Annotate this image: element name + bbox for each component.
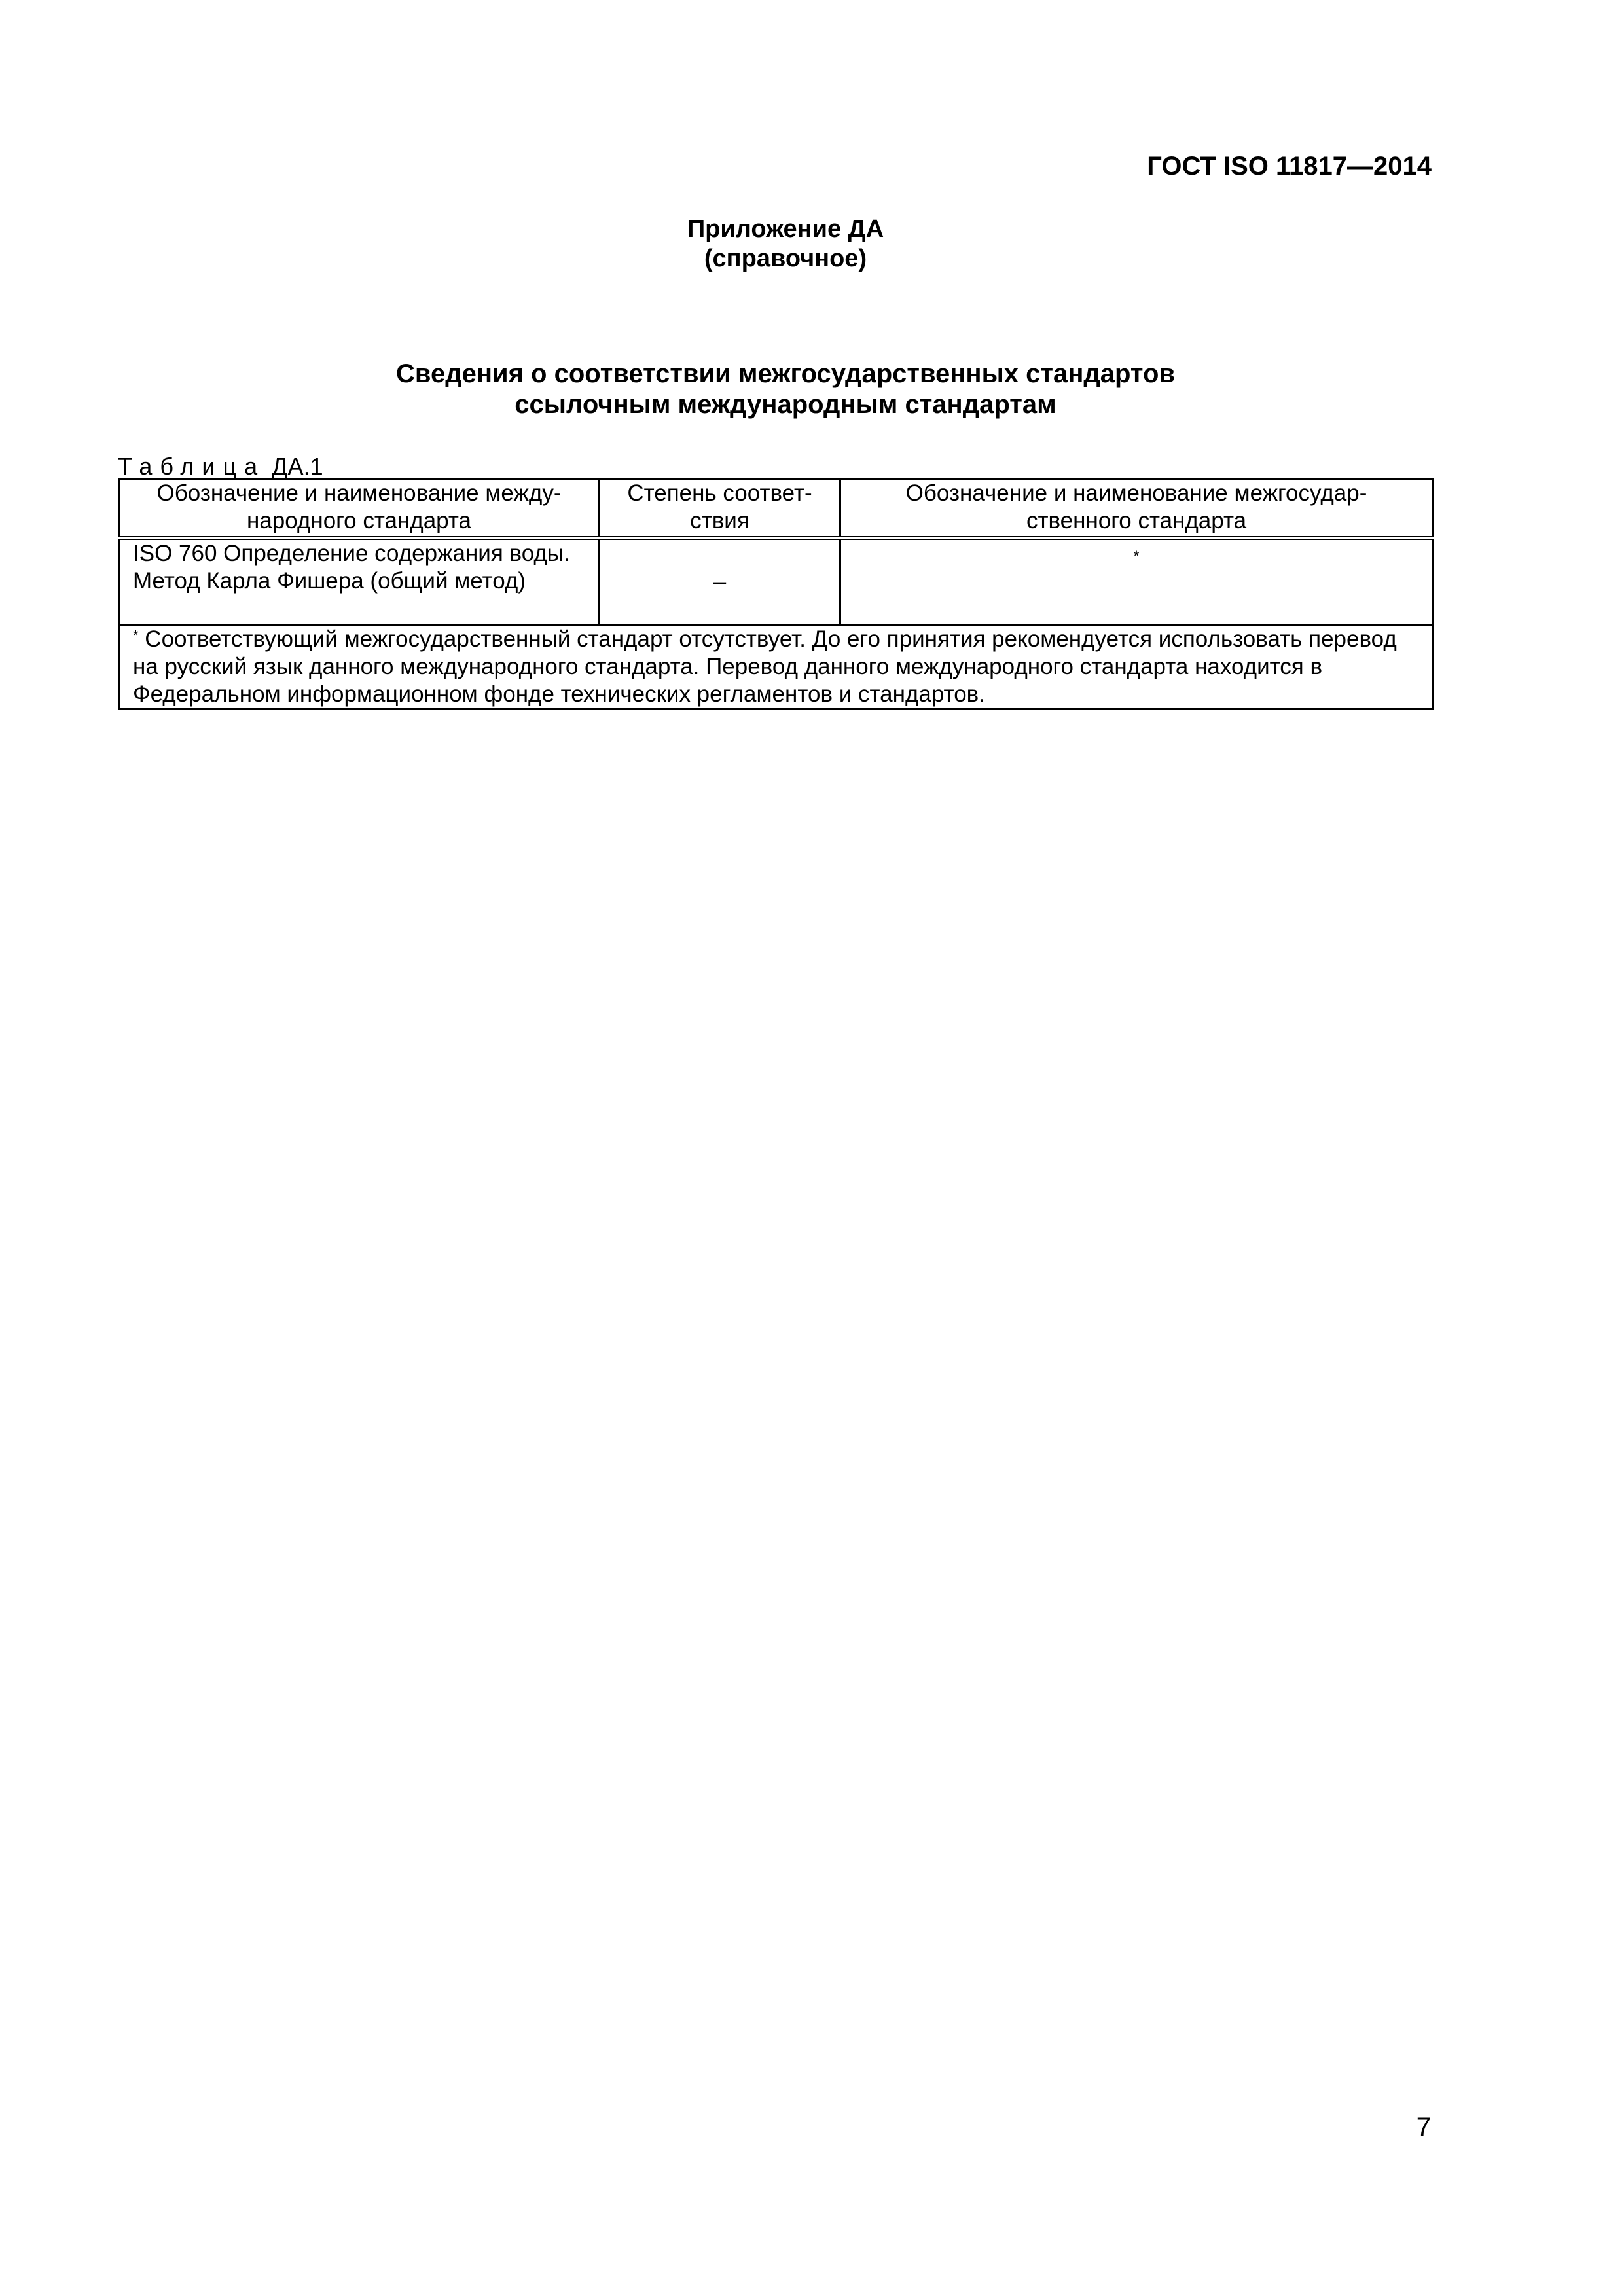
- table-footnote-row: [119, 625, 1433, 709]
- standard-code: ГОСТ ISO 11817—2014: [1147, 152, 1432, 181]
- column-header-international-line-2: народного стандарта: [247, 508, 471, 533]
- column-header-interstate: [840, 479, 1433, 539]
- column-header-international-line-1: Обозначение и наименование между-: [156, 480, 562, 506]
- page-number: 7: [1416, 2113, 1431, 2142]
- standards-correspondence-table: [118, 478, 1434, 710]
- column-header-compliance: [600, 479, 840, 539]
- section-title-line-2: ссылочным международным стандартам: [514, 390, 1056, 419]
- table-caption-label: Таблица: [118, 453, 266, 480]
- table-row: [119, 538, 1433, 625]
- column-header-interstate-line-1: Обозначение и наименование межгосудар-: [905, 480, 1367, 506]
- column-header-compliance-line-1: Степень соответ-: [627, 480, 812, 506]
- cell-compliance-degree: –: [600, 538, 840, 625]
- section-title: [0, 359, 1571, 420]
- column-header-international: [119, 479, 600, 539]
- footnote-text: Соответствующий межгосударственный стандарт отсутствует. До его принятия рекомендуется использовать перевод на русский язык данного международного стандарта. Перевод данного международного стандарта находится в Федеральном информационном фонде технических регламентов и стандартов.: [133, 626, 1397, 707]
- footnote-marker: *: [133, 627, 139, 643]
- table-footnote: [119, 625, 1433, 709]
- section-title-line-1: Сведения о соответствии межгосударственных стандартов: [396, 359, 1175, 388]
- cell-international-standard: ISO 760 Определение содержания воды. Метод Карла Фишера (общий метод): [119, 538, 600, 625]
- appendix-heading: [0, 215, 1571, 274]
- cell-interstate-standard: [840, 538, 1433, 625]
- column-header-interstate-line-2: ственного стандарта: [1026, 508, 1247, 533]
- appendix-subtitle: (справочное): [704, 245, 867, 272]
- cell-interstate-footnote-ref: *: [1133, 548, 1140, 564]
- table-caption-number: ДА.1: [272, 453, 323, 480]
- appendix-title: Приложение ДА: [687, 215, 884, 243]
- column-header-compliance-line-2: ствия: [690, 508, 749, 533]
- table-header-row: [119, 479, 1433, 539]
- table-caption: [118, 454, 323, 480]
